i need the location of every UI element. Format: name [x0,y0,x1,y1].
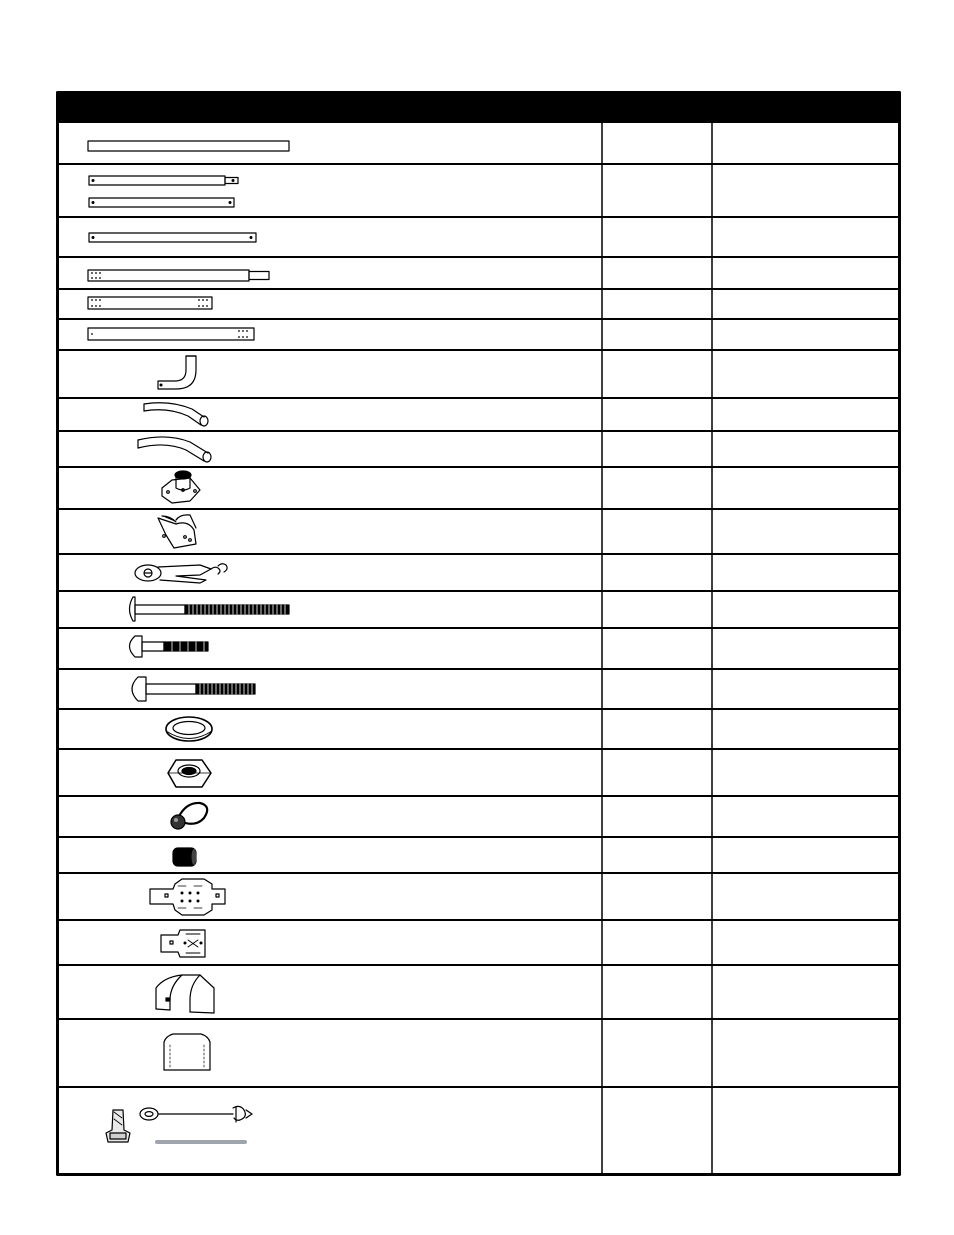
four-way-connector-plate-illustration [150,879,225,915]
tube-with-end-holes-illustration [89,233,256,242]
curved-rafter-large-illustration [138,437,211,462]
hex-nut-illustration [168,760,211,787]
curved-rafter-small-illustration [144,403,208,426]
bracket-clamp-illustration [158,515,196,548]
ball-bungee-illustration [171,803,207,829]
corner-elbow-illustration [158,356,196,389]
end-cap-illustration [173,848,197,866]
medium-bolt-illustration [132,677,255,701]
row-dividers [57,164,900,1087]
swaged-tube-triple-holes-illustration [88,270,269,281]
washer-illustration [166,717,212,741]
short-tube-triple-holes-illustration [88,297,212,309]
three-way-connector-plate-illustration [161,930,205,957]
tube-triple-holes-one-end-illustration [88,328,254,340]
ground-anchor-kit-illustration [106,1106,252,1142]
long-bolt-illustration [130,597,290,621]
table-outer-border [58,93,900,1175]
swaged-tube-pair-illustration [89,176,238,207]
canopy-cover-illustration [156,975,214,1013]
table-header-bar [57,92,900,123]
ratchet-strap-illustration [135,564,227,583]
short-bolt-illustration [130,636,209,657]
foot-plate-illustration [162,471,200,503]
long-tube-illustration [88,141,289,151]
end-panel-illustration [164,1034,210,1070]
